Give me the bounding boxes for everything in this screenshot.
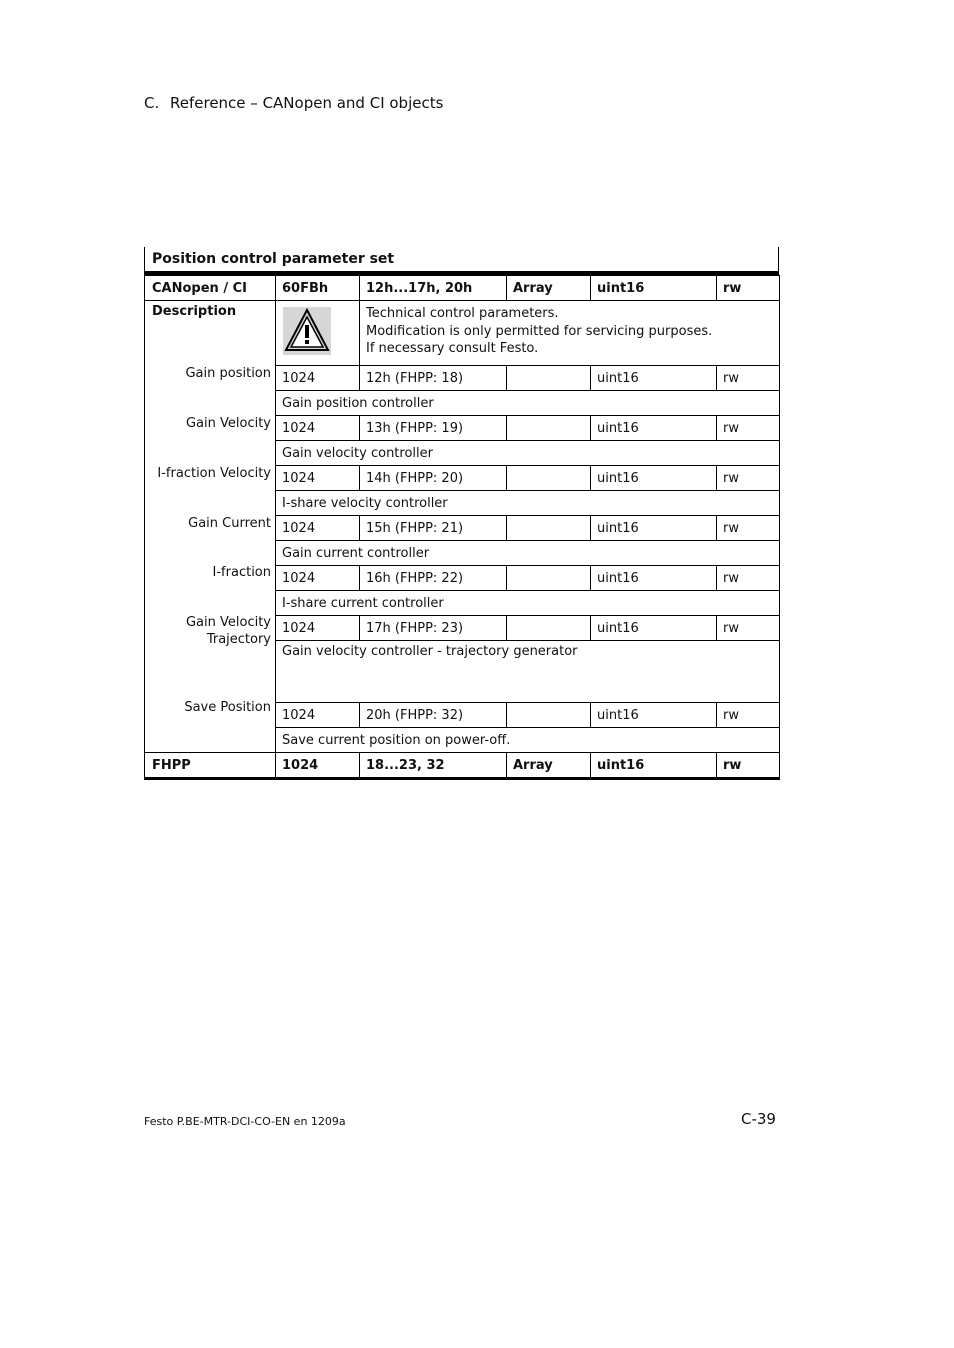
head-type: Array [507,276,591,301]
param-access: rw [717,516,780,541]
param-description: Gain current controller [276,541,780,566]
param-description: I-share current controller [276,591,780,616]
param-type [507,416,591,441]
param-access: rw [717,616,780,641]
param-name: Gain Velocity [185,615,271,630]
fhpp-access: rw [717,753,780,779]
param-value: 1024 [276,466,360,491]
param-datatype: uint16 [591,703,717,728]
parameter-table [144,247,779,780]
table-title: Position control parameter set [144,247,779,275]
param-datatype: uint16 [591,366,717,391]
param-datatype: uint16 [591,416,717,441]
param-name: Save Position [184,700,271,715]
footer-doc-id: Festo P.BE-MTR-DCI-CO-EN en 1209a [144,1115,346,1128]
param-value: 1024 [276,516,360,541]
fhpp-type: Array [507,753,591,779]
fhpp-row [145,753,780,779]
page-header [144,94,443,112]
param-datatype: uint16 [591,516,717,541]
param-value: 1024 [276,416,360,441]
param-datatype: uint16 [591,616,717,641]
param-description: Gain velocity controller [276,441,780,466]
param-subindex: 15h (FHPP: 21) [360,516,507,541]
param-value: 1024 [276,566,360,591]
param-subindex: 17h (FHPP: 23) [360,616,507,641]
head-datatype: uint16 [591,276,717,301]
param-name-line2: Trajectory [206,632,271,647]
head-access: rw [717,276,780,301]
warning-cell [276,301,360,366]
section-number: C. [144,94,160,112]
head-index: 60FBh [276,276,360,301]
head-subindex: 12h...17h, 20h [360,276,507,301]
table-head-row [145,276,780,301]
param-subindex: 12h (FHPP: 18) [360,366,507,391]
description-label: Description [152,304,237,319]
param-access: rw [717,366,780,391]
param-access: rw [717,566,780,591]
head-label: CANopen / CI [145,276,276,301]
param-description: Save current position on power-off. [276,728,780,753]
param-name: Gain Velocity [185,416,271,431]
param-value: 1024 [276,703,360,728]
section-title: Reference – CANopen and CI objects [170,94,444,112]
fhpp-subindex: 18...23, 32 [360,753,507,779]
row-label-column [145,301,276,753]
param-type [507,616,591,641]
description-line: Modification is only permitted for servicing purposes. [366,323,713,339]
param-type [507,466,591,491]
param-subindex: 13h (FHPP: 19) [360,416,507,441]
param-datatype: uint16 [591,566,717,591]
param-description: Gain position controller [276,391,780,416]
param-subindex: 14h (FHPP: 20) [360,466,507,491]
description-line: Technical control parameters. [366,306,559,321]
param-type [507,703,591,728]
param-name: I-fraction Velocity [157,466,271,481]
param-name: Gain Current [188,516,271,531]
page-number: C-39 [741,1110,776,1128]
param-value: 1024 [276,616,360,641]
param-access: rw [717,416,780,441]
param-access: rw [717,703,780,728]
fhpp-datatype: uint16 [591,753,717,779]
fhpp-value: 1024 [276,753,360,779]
param-name: I-fraction [212,565,271,580]
fhpp-label: FHPP [145,753,276,779]
warning-triangle-icon [283,307,331,355]
param-access: rw [717,466,780,491]
description-line: If necessary consult Festo. [366,341,539,356]
param-subindex: 20h (FHPP: 32) [360,703,507,728]
param-description: I-share velocity controller [276,491,780,516]
param-type [507,366,591,391]
param-type [507,566,591,591]
description-row [145,301,780,366]
description-text [360,301,780,366]
param-datatype: uint16 [591,466,717,491]
param-type [507,516,591,541]
param-description: Gain velocity controller - trajectory generator [276,641,780,703]
param-name: Gain position [185,366,271,381]
param-value: 1024 [276,366,360,391]
param-subindex: 16h (FHPP: 22) [360,566,507,591]
